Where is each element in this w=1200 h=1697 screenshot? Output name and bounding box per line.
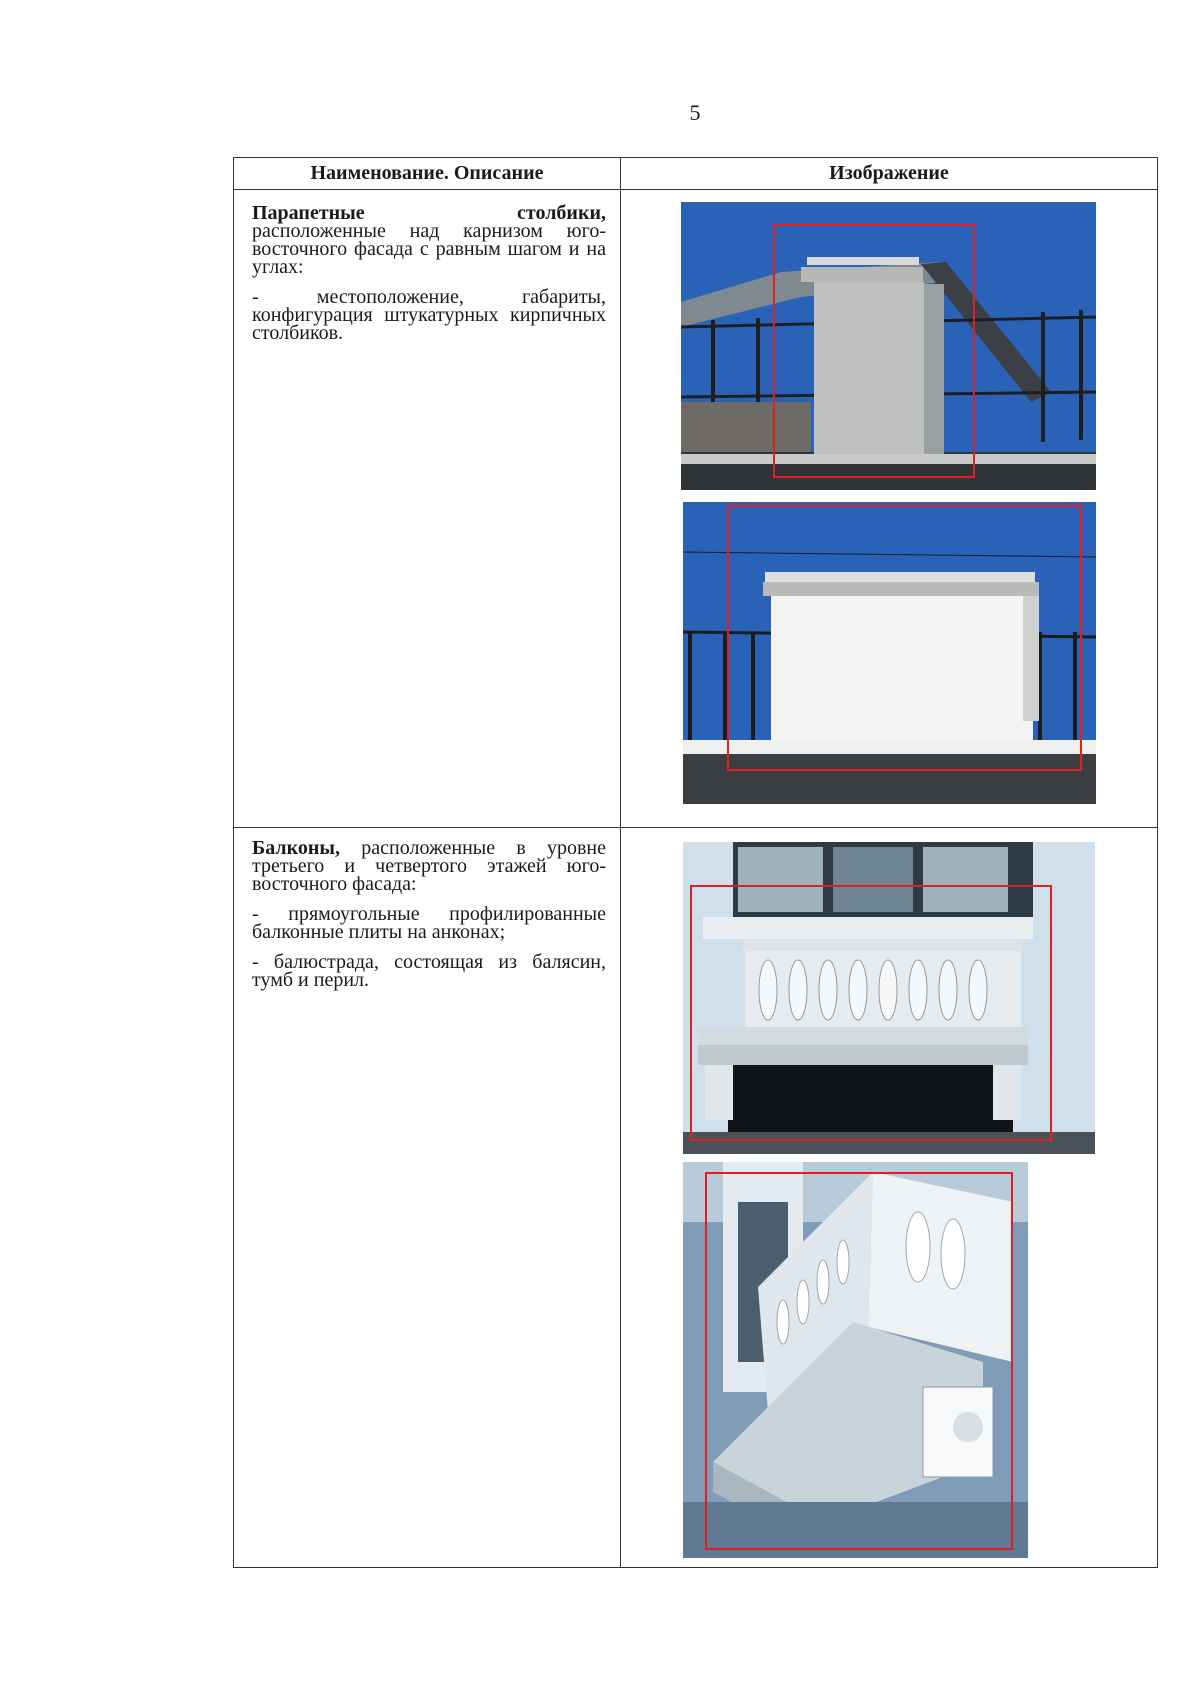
highlight-frame xyxy=(690,885,1052,1141)
table-row xyxy=(234,190,1158,828)
parapet-post-photo-1 xyxy=(681,202,1096,490)
row-item: - прямоугольные профилированные балконные плиты на анконах; xyxy=(252,903,606,943)
table-row xyxy=(234,828,1158,1568)
row-intro: расположенные в уровне третьего и четвертого этажей юго-восточного фасада: xyxy=(252,837,607,895)
highlight-frame xyxy=(705,1172,1013,1550)
header-name-description: Наименование. Описание xyxy=(234,158,621,190)
balcony-photo-1 xyxy=(683,842,1095,1154)
row-title: Парапетные столбики, xyxy=(252,202,606,224)
description-cell xyxy=(234,190,621,828)
image-cell xyxy=(621,828,1158,1568)
row-item: - балюстрада, состоящая из балясин, тумб и перил. xyxy=(252,951,606,991)
heritage-elements-table xyxy=(233,157,1158,1568)
header-image: Изображение xyxy=(621,158,1158,190)
balcony-photo-2 xyxy=(683,1162,1028,1558)
parapet-post-photo-2 xyxy=(683,502,1096,804)
highlight-frame xyxy=(727,505,1082,771)
image-cell xyxy=(621,190,1158,828)
row-title: Балконы, xyxy=(252,837,341,859)
highlight-frame xyxy=(773,224,975,478)
table-header-row xyxy=(234,158,1158,190)
description-cell xyxy=(234,828,621,1568)
row-item: - местоположение, габариты, конфигурация штукатурных кирпичных столбиков. xyxy=(252,286,606,344)
row-intro: расположенные над карнизом юго-восточного фасада с равным шагом и на углах: xyxy=(252,220,606,278)
page-number: 5 xyxy=(689,100,701,125)
